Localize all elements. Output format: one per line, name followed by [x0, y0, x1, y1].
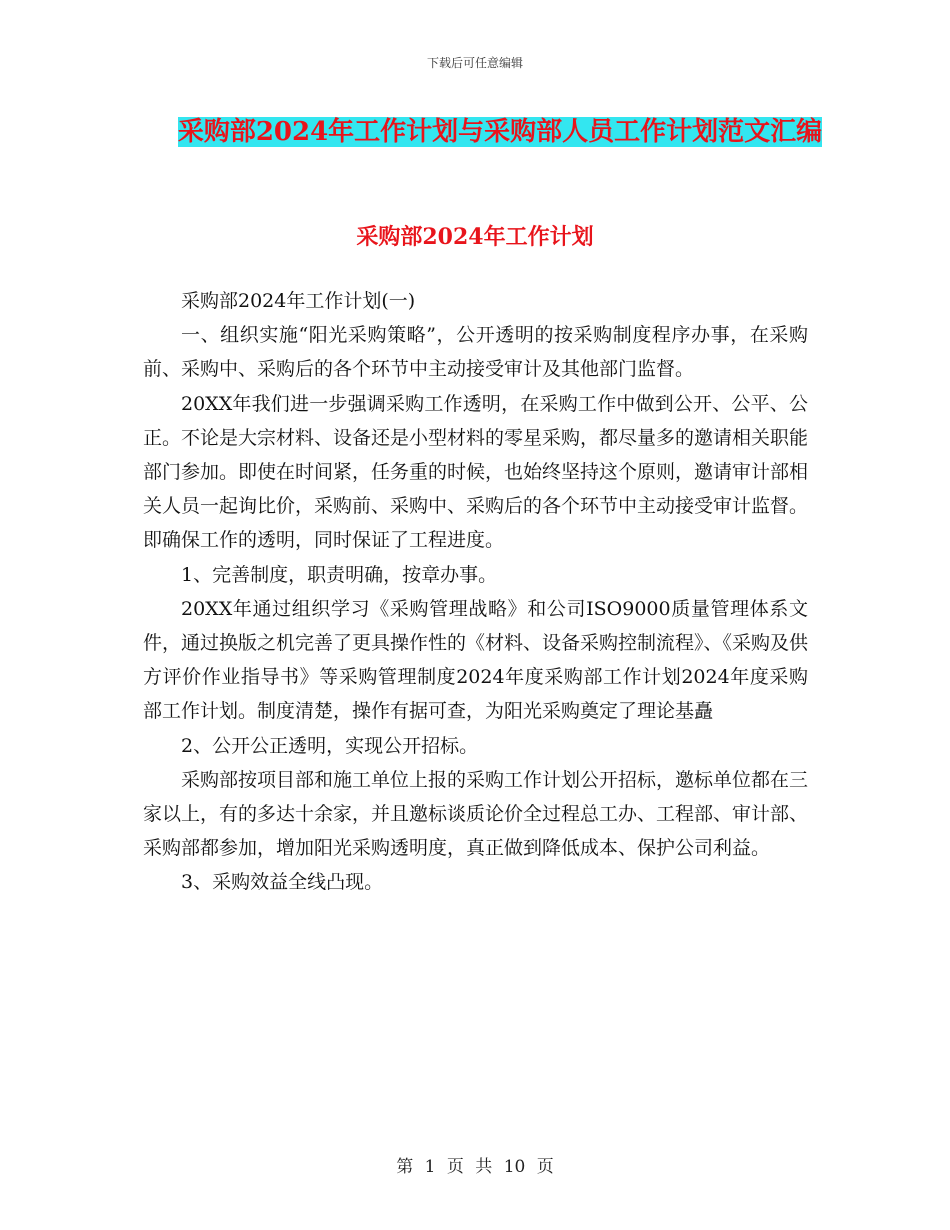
- document-title: [150, 112, 850, 152]
- document-title-text: 采购部2024年工作计划与采购部人员工作计划范文汇编: [177, 117, 823, 147]
- paragraph-heading: 2、公开公正透明，实现公开招标。: [181, 734, 479, 757]
- header-note: 下载后可任意编辑: [426, 56, 523, 70]
- page-number: 第 1 页 共 10 页: [396, 1157, 554, 1177]
- section-title: 采购部2024年工作计划: [356, 224, 594, 250]
- paragraph: 一、组织实施“阳光采购策略”，公开透明的按采购制度程序办事，在采购前、采购中、采购后的各个环节中主动接受审计及其他部门监督。: [143, 324, 808, 381]
- paragraph-heading: 1、完善制度，职责明确，按章办事。: [181, 563, 498, 586]
- paragraph: 采购部按项目部和施工单位上报的采购工作计划公开招标，邀标单位都在三家以上，有的多达十余家，并且邀标谈质论价全过程总工办、工程部、审计部、采购部都参加，增加阳光采购透明度，真正做到降低成本、保护公司利益。: [143, 768, 809, 860]
- paragraph-subtitle: 采购部2024年工作计划(一): [181, 290, 416, 312]
- paragraph: 20XX年通过组织学习《采购管理战略》和公司ISO9000质量管理体系文件，通过换版之机完善了更具操作性的《材料、设备采购控制流程》、《采购及供方评价作业指导书》等采购管理制度2024年度采购部工作计划2024年度采购部工作计划。制度清楚，操作有据可查，为阳光采购奠定了理论基矗: [143, 597, 809, 723]
- paragraph: 20XX年我们进一步强调采购工作透明，在采购工作中做到公开、公平、公正。不论是大宗材料、设备还是小型材料的零星采购，都尽量多的邀请相关职能部门参加。即使在时间紧，任务重的时候，也始终坚持这个原则，邀请审计部相关人员一起询比价，采购前、采购中、采购后的各个环节中主动接受审计监督。即确保工作的透明，同时保证了工程进度。: [143, 392, 809, 552]
- paragraph-heading: 3、采购效益全线凸现。: [181, 871, 384, 894]
- document-body: [143, 284, 808, 900]
